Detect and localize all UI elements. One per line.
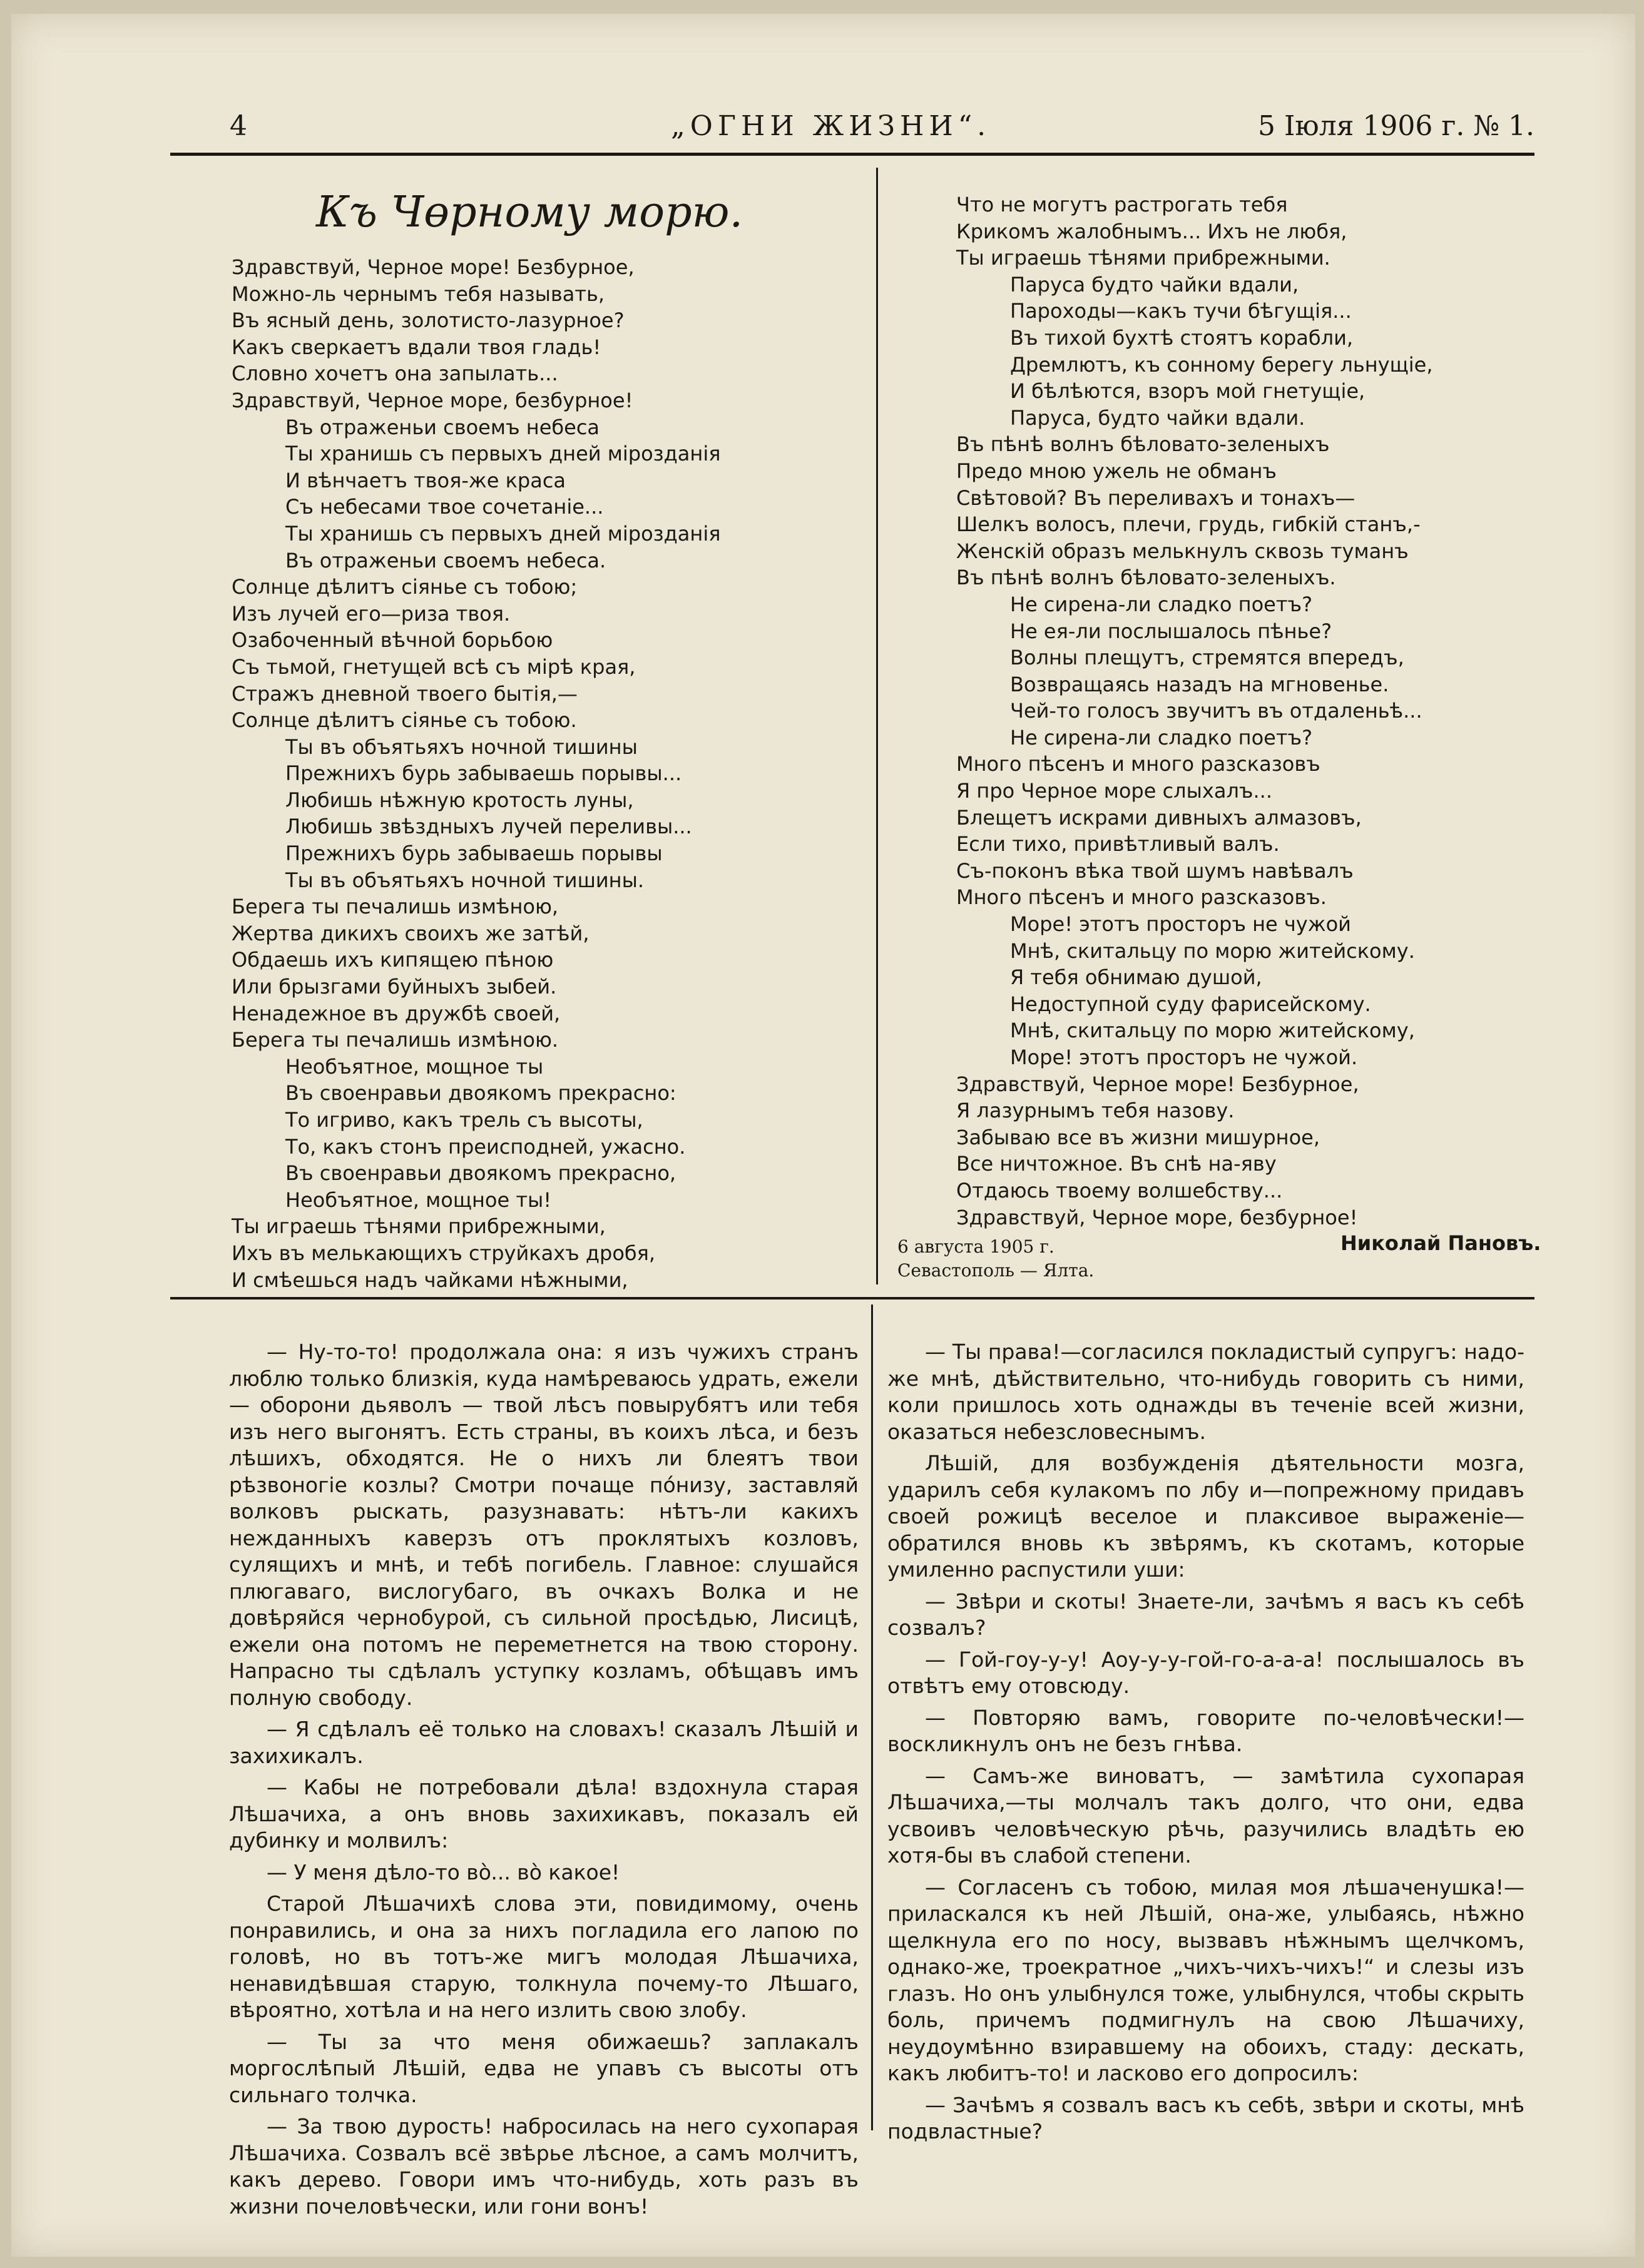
poem-author: Николай Пановъ. [1340, 1231, 1541, 1255]
poem-line: Любишь нѣжную кротость луны, [285, 788, 634, 812]
paragraph: — За твою дурость! набросилась на него сухопарая Лѣшачиха. Созвалъ всё звѣрье лѣсное, а самъ молчитъ, какъ дерево. Говори имъ что-нибудь, хоть разъ въ жизни почеловѣчески, или гони вонъ! [229, 2114, 859, 2219]
poem-line: Обдаешь ихъ кипящею пѣною [232, 948, 554, 972]
poem-line: Въ своенравьи двоякомъ прекрасно, [285, 1161, 676, 1186]
poem-line: Ты въ объятьяхъ ночной тишины [285, 735, 638, 759]
paragraph: Лѣшій, для возбужденія дѣятельности мозга, ударилъ себя кулакомъ по лбу и—попрежному придавъ своей рожицѣ веселое и плаксивое выраженіе—обратился вновь къ звѣрямъ, къ скотамъ, которые умиленно распустили уши: [887, 1451, 1524, 1582]
poem-line: Берега ты печалишь измѣною. [232, 1028, 559, 1052]
poem-line: То, какъ стонъ преисподней, ужасно. [285, 1134, 686, 1159]
poem-line: Женскій образъ мелькнулъ сквозь туманъ [956, 539, 1409, 563]
paragraph: — Звѣри и скоты! Знаете-ли, зачѣмъ я васъ къ себѣ созвалъ? [887, 1589, 1524, 1640]
poem-line: Въ пѣнѣ волнъ бѣловато-зеленыхъ [956, 432, 1330, 457]
paragraph: — У меня дѣло-то вò... вò какое! [267, 1859, 620, 1884]
header-rule [170, 153, 1534, 156]
poem-line: Возвращаясь назадъ на мгновенье. [1010, 672, 1389, 696]
poem-line: Какъ сверкаетъ вдали твоя гладь! [232, 335, 601, 359]
poem-line: Отдаюсь твоему волшебству... [956, 1178, 1283, 1203]
poem-line: И смѣешься надъ чайками нѣжными, [232, 1268, 628, 1292]
paragraph: — Повторяю вамъ, говорите по-человѣчески!—воскликнулъ онъ не безъ гнѣва. [887, 1705, 1524, 1756]
poem-line: Предо мною ужель не обманъ [956, 459, 1277, 483]
poem-line: Солнце дѣлитъ сіянье съ тобою; [232, 575, 578, 599]
page-header [170, 106, 1534, 150]
column-divider-bottom [871, 1304, 873, 2130]
poem-line: Не сирена-ли сладко поетъ? [1010, 592, 1313, 616]
poem-line: Чей-то голосъ звучитъ въ отдаленьѣ... [1010, 699, 1422, 723]
poem-line: Волны плещутъ, стремятся впередъ, [1010, 646, 1404, 670]
poem-line: Или брызгами буйныхъ зыбей. [232, 975, 557, 999]
column-divider-top [876, 168, 878, 1284]
issue-date: 5 Іюля 1906 г. № 1. [1258, 110, 1534, 142]
poem-line: Блещетъ искрами дивныхъ алмазовъ, [956, 805, 1362, 830]
poem-title: Къ Чөрному морю. [316, 188, 743, 237]
poem-line: Съ небесами твое сочетаніе... [285, 495, 604, 519]
poem-line: Въ тихой бухтѣ стоятъ корабли, [1010, 325, 1354, 350]
poem-line: Здравствуй, Черное море! Безбурное, [232, 255, 635, 279]
paragraph: — Кабы не потребовали дѣла! вздохнула старая Лѣшачиха, а онъ вновь захихикавъ, показалъ ей дубинку и молвилъ: [229, 1775, 859, 1853]
poem-line: Если тихо, привѣтливый валъ. [956, 832, 1280, 857]
poem-date-place: 6 августа 1905 г. Севастополь — Ялта. [897, 1236, 1095, 1281]
poem-line: Необъятное, мощное ты [285, 1054, 544, 1079]
poem-line: Въ пѣнѣ волнъ бѣловато-зеленыхъ. [956, 566, 1336, 590]
poem-line: Пароходы—какъ тучи бѣгущія... [1010, 299, 1352, 323]
poem-left-column [232, 254, 720, 1293]
poem-line: Любишь звѣздныхъ лучей переливы... [285, 815, 692, 839]
poem-line: Я лазурнымъ тебя назову. [956, 1099, 1235, 1123]
poem-line: То игриво, какъ трель съ высоты, [285, 1108, 643, 1132]
poem-line: Паруса будто чайки вдали, [1010, 272, 1299, 297]
poem-line: Здравствуй, Черное море, безбурное! [232, 388, 633, 412]
poem-line: Забываю все въ жизни мишурное, [956, 1125, 1320, 1149]
poem-line: Ненадежное въ дружбѣ своей, [232, 1001, 561, 1025]
poem-right-column [956, 191, 1432, 1231]
poem-line: Паруса, будто чайки вдали. [1010, 405, 1305, 430]
poem-line: Все ничтожное. Въ снѣ на-яву [956, 1152, 1277, 1176]
poem-line: Въ ясный день, золотисто-лазурное? [232, 308, 625, 333]
paragraph: — Я сдѣлалъ её только на словахъ! сказалъ Лѣшій и захихикалъ. [229, 1717, 859, 1768]
poem-line: Въ отраженьи своемъ небеса [285, 415, 600, 439]
poem-line: Съ тьмой, гнетущей всѣ съ мірѣ края, [232, 654, 636, 679]
poem-line: Не ея-ли послышалось пѣнье? [1010, 619, 1332, 643]
poem-line: Не сирена-ли сладко поетъ? [1010, 725, 1313, 750]
newspaper-title: „ОГНИ ЖИЗНИ“. [671, 110, 991, 142]
poem-line: Словно хочетъ она запылать... [232, 362, 558, 386]
poem-line: Я тебя обнимаю душой, [1010, 965, 1262, 990]
poem-line: Изъ лучей его—риза твоя. [232, 601, 511, 626]
poem-line: Озабоченный вѣчной борьбою [232, 628, 553, 653]
poem-line: Много пѣсенъ и много разсказовъ. [956, 885, 1327, 910]
page-number: 4 [230, 110, 247, 142]
prose-right-column [887, 1339, 1524, 2150]
poem-line: Море! этотъ просторъ не чужой [1010, 912, 1351, 937]
poem-line: Крикомъ жалобнымъ... Ихъ не любя, [956, 219, 1347, 243]
poem-line: Ты играешь тѣнями прибрежными. [956, 246, 1330, 270]
poem-line: Шелкъ волосъ, плечи, грудь, гибкій станъ,- [956, 512, 1421, 537]
poem-line: Прежнихъ бурь забываешь порывы [285, 842, 663, 866]
poem-line: Здравствуй, Черное море, безбурное! [956, 1205, 1358, 1229]
poem-line: Я про Черное море слыхалъ... [956, 779, 1273, 803]
poem-line: Необъятное, мощное ты! [285, 1187, 552, 1212]
poem-line: Здравствуй, Черное море! Безбурное, [956, 1072, 1359, 1096]
paragraph: — Ну-то-то! продолжала она: я изъ чужихъ странъ люблю только близкія, куда намѣреваюсь удрать, ежели — оборони дьяволъ — твой лѣсъ повырубятъ или тебя изъ него выгонятъ. Есть страны, въ коихъ лѣса, и безъ лѣшихъ, обходятся. Не о нихъ ли блеятъ твои рѣзвоногіе козлы? Смотри почаще пóнизу, заставляй волковъ рыскать, разузнавать: нѣтъ-ли какихъ нежданныхъ каверзъ отъ проклятыхъ козловъ, сулящихъ и мнѣ, и тебѣ погибель. Главное: слушайся плюгаваго, вислогубаго, въ очкахъ Волка и не довѣряйся чернобурой, съ сильной просѣдью, Лисицѣ, ежели она потомъ не переметнется на твою сторону. Напрасно ты сдѣлалъ уступку козламъ, обѣщавъ имъ полную свободу. [229, 1340, 859, 1710]
poem-line: Прежнихъ бурь забываешь порывы... [285, 761, 682, 786]
poem-line: Стражъ дневной твоего бытія,— [232, 681, 578, 706]
poem-line: И вѣнчаетъ твоя-же краса [285, 468, 566, 492]
poem-line: Ихъ въ мелькающихъ струйкахъ дробя, [232, 1241, 656, 1265]
poem-line: Мнѣ, скитальцу по морю житейскому. [1010, 938, 1415, 963]
paragraph: — Самъ-же виноватъ, — замѣтила сухопарая Лѣшачиха,—ты молчалъ такъ долго, что они, едва усвоивъ человѣческую рѣчь, разучились владѣть ею хотя-бы въ слабой степени. [887, 1763, 1524, 1868]
paragraph: — Гой-гоу-у-у! Аоу-у-у-гой-го-а-а-а! послышалось въ отвѣтъ ему отовсюду. [887, 1647, 1524, 1698]
poem-line: Берега ты печалишь измѣною, [232, 895, 559, 919]
paragraph: Старой Лѣшачихѣ слова эти, повидимому, очень понравились, и она за нихъ погладила его лапою по головѣ, но въ тотъ-же мигъ молодая Лѣшачиха, ненавидѣвшая старую, толкнула почему-то Лѣшаго, вѣроятно, хотѣла и на него излить свою злобу. [229, 1891, 859, 2022]
paragraph: — Согласенъ съ тобою, милая моя лѣшаченушка!— приласкался къ ней Лѣшій, она-же, улыбаясь, нѣжно щелкнула его по носу, вызвавъ нѣжнымъ щелчкомъ, однако-же, троекратное „чихъ-чихъ-чихъ!“ и слезы изъ глазъ. Но онъ улыбнулся тоже, улыбнулся, чтобы скрыть боль, причемъ подмигнулъ на свою Лѣшачиху, неудоумѣнно взиравшему на обоихъ, стаду: дескать, какъ любитъ-то! и ласково его допросилъ: [887, 1874, 1524, 2085]
poem-line: И бѣлѣются, взоръ мой гнетущіе, [1010, 379, 1366, 404]
poem-line: Солнце дѣлитъ сіянье съ тобою. [232, 708, 577, 733]
poem-line: Ты хранишь съ первыхъ дней мірозданія [285, 442, 721, 466]
paragraph: — Ты за что меня обижаешь? заплакалъ моргослѣпый Лѣшій, едва не упавъ съ высоты отъ сильнаго толчка. [229, 2029, 859, 2107]
poem-line: Недоступной суду фарисейскому. [1010, 992, 1371, 1016]
poem-line: Море! этотъ просторъ не чужой. [1010, 1045, 1358, 1069]
poem-line: Ты играешь тѣнями прибрежными, [232, 1214, 606, 1239]
paragraph: — Зачѣмъ я созвалъ васъ къ себѣ, звѣри и скоты, мнѣ подвластные? [887, 2092, 1524, 2143]
prose-left-column [229, 1339, 859, 2225]
poem-line: Дремлютъ, къ сонному берегу льнущіе, [1010, 352, 1433, 377]
poem-line: Ты въ объятьяхъ ночной тишины. [285, 868, 645, 892]
poem-line: Ты хранишь съ первыхъ дней мірозданія [285, 521, 721, 546]
paragraph: — Ты права!—согласился покладистый супругъ: надо-же мнѣ, дѣйствительно, что-нибудь говорить съ ними, коли пришлось хоть однажды въ теченіе всей жизни, оказаться небезсловеснымъ. [887, 1340, 1524, 1444]
poem-line: Жертва дикихъ своихъ же затѣй, [232, 921, 590, 945]
section-rule [170, 1297, 1534, 1299]
poem-line: Мнѣ, скитальцу по морю житейскому, [1010, 1019, 1415, 1043]
poem-line: Можно-ль чернымъ тебя называть, [232, 282, 605, 306]
poem-line: Съ-поконъ вѣка твой шумъ навѣвалъ [956, 858, 1354, 883]
poem-line: Въ отраженьи своемъ небеса. [285, 548, 606, 572]
poem-line: Что не могутъ растрогать тебя [956, 193, 1288, 216]
poem-line: Въ своенравьи двоякомъ прекрасно: [285, 1081, 676, 1106]
poem-line: Много пѣсенъ и много разсказовъ [956, 752, 1320, 776]
poem-line: Свѣтовой? Въ переливахъ и тонахъ— [956, 486, 1356, 510]
